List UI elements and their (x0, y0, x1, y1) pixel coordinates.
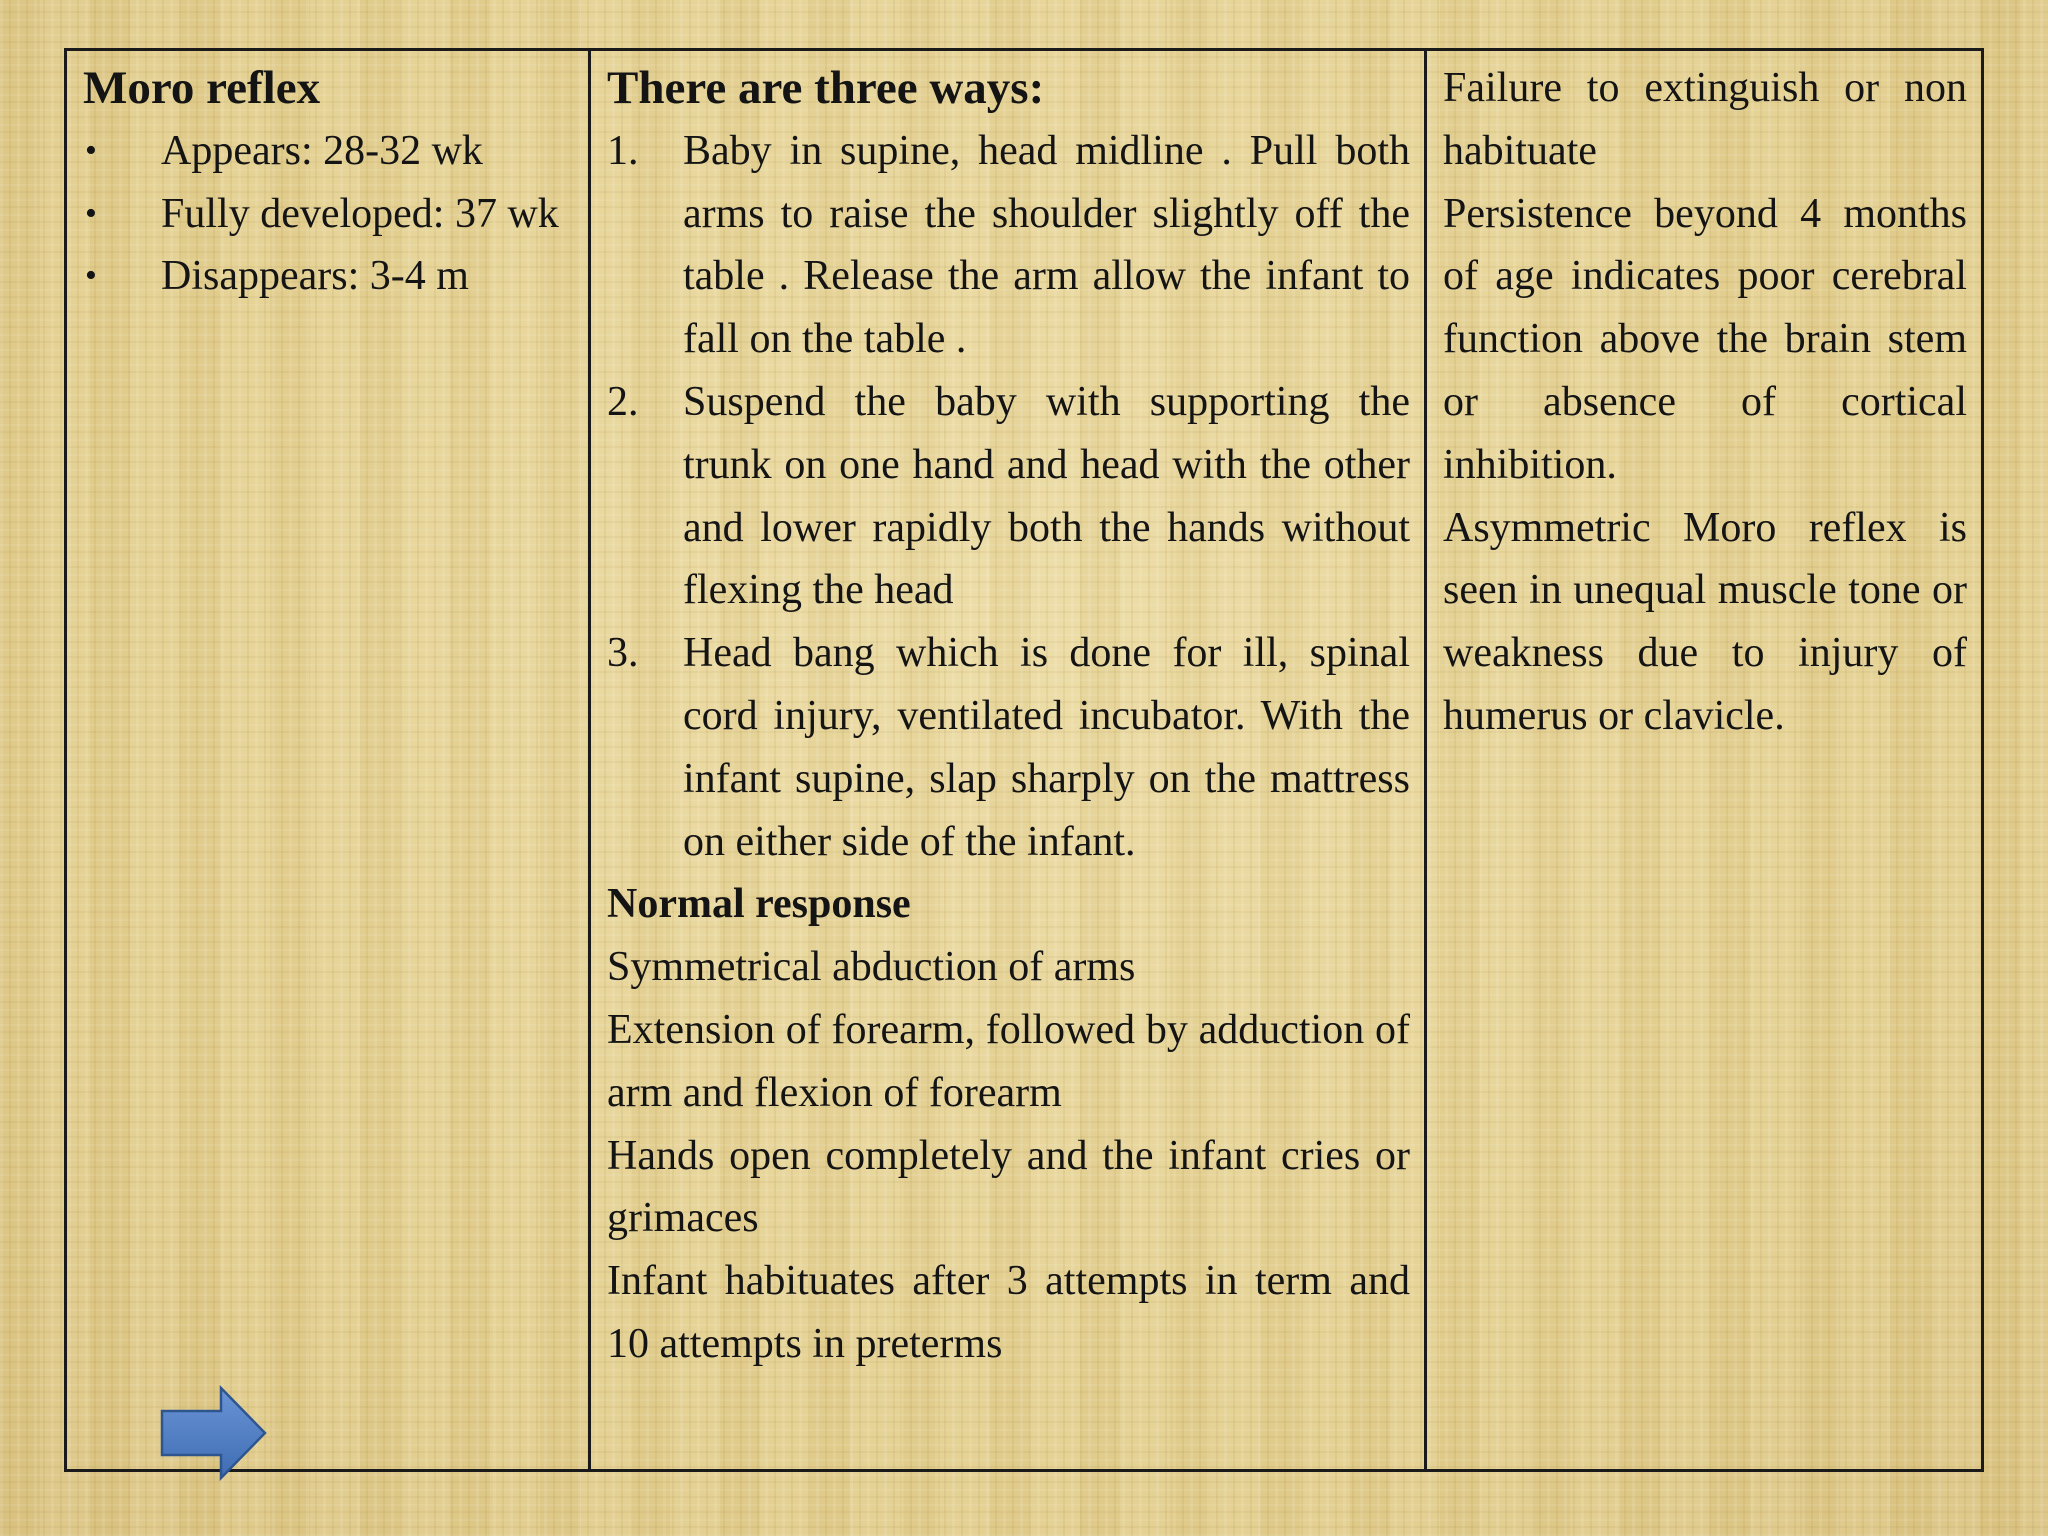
item-number: 2. (607, 378, 639, 425)
methods-list (607, 120, 1410, 874)
list-item (83, 183, 574, 246)
milestone-list (83, 120, 574, 308)
method-text: Head bang which is done for ill, spinal cord injury, ventilated incubator. With the infant supine, slap sharply on the mattress on either side of the infant. (683, 630, 1410, 865)
bullet-icon: • (85, 194, 97, 232)
response-line: Hands open completely and the infant cries or grimaces (607, 1132, 1410, 1242)
list-item (83, 120, 574, 183)
column-1-title: Moro reflex (83, 62, 321, 114)
response-line: Extension of forearm, followed by adduction of arm and flexion of forearm (607, 1006, 1410, 1116)
column-methods (591, 51, 1427, 1469)
finding-paragraph: Persistence beyond 4 months of age indicates poor cerebral function above the brain stem or absence of cortical inhibition. (1443, 190, 1967, 488)
list-item (83, 245, 574, 308)
finding-paragraph: Asymmetric Moro reflex is seen in unequal muscle tone or weakness due to injury of humerus or clavicle. (1443, 504, 1967, 739)
response-line: Infant habituates after 3 attempts in term and 10 attempts in preterms (607, 1258, 1410, 1367)
column-moro-reflex (67, 51, 591, 1469)
bullet-icon: • (85, 257, 97, 295)
milestone-text: Disappears: 3-4 m (161, 253, 469, 300)
milestone-text: Appears: 28-32 wk (161, 127, 483, 174)
bullet-icon: • (85, 131, 97, 169)
right-arrow-icon[interactable] (159, 1385, 269, 1481)
finding-paragraph: Failure to extinguish or non habituate (1443, 65, 1967, 174)
method-text: Baby in supine, head midline . Pull both arms to raise the shoulder slightly off the table . Release the arm allow the infant to fall on the table . (683, 127, 1410, 363)
content-table (64, 48, 1984, 1472)
normal-response-heading: Normal response (607, 881, 911, 928)
column-2-title: There are three ways: (607, 62, 1045, 114)
item-number: 1. (607, 127, 639, 174)
column-abnormal-findings (1427, 51, 1981, 1469)
list-item (607, 622, 1410, 873)
milestone-text: Fully developed: 37 wk (161, 190, 559, 237)
method-text: Suspend the baby with supporting the trunk on one hand and head with the other and lower rapidly both the hands without flexing the head (683, 378, 1410, 614)
item-number: 3. (607, 630, 639, 677)
list-item (607, 120, 1410, 371)
list-item (607, 371, 1410, 622)
response-line: Symmetrical abduction of arms (607, 944, 1136, 991)
